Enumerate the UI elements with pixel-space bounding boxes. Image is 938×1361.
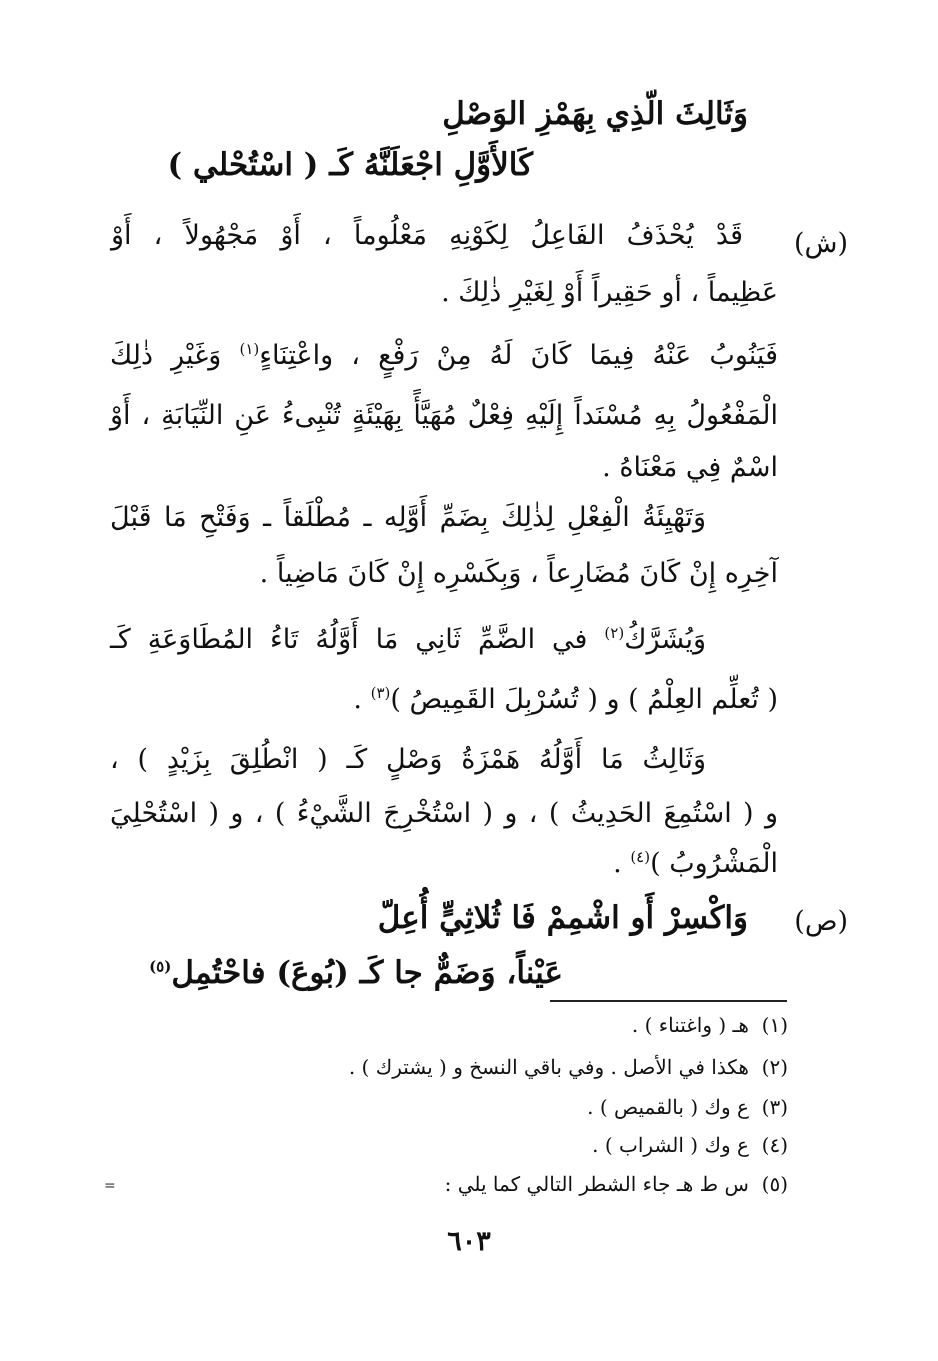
footnote-text: هـ ( واغتناء ) . xyxy=(631,1013,749,1037)
commentary-marker: (ش) xyxy=(793,228,848,259)
verse-marker: (ص) xyxy=(794,906,848,937)
footnote xyxy=(445,1172,788,1196)
footnote-number: (١) xyxy=(761,1013,788,1037)
footnote-ref-4: (٤) xyxy=(630,848,651,866)
p2-text-before-ref: فَيَنُوبُ عَنْهُ فِيمَا كَانَ لَهُ مِنْ رَفْعٍ ، واعْتِنَاءٍ xyxy=(259,340,778,371)
p4-line-2-text: ( تُعلِّم العِلْمُ ) و ( تُسُرْبِلَ القَمِيصُ ) xyxy=(390,684,778,715)
p4-line-1-rest: في الضَّمِّ ثَانِي مَا أَوَّلُهُ تَاءُ المُطَاوَعَةِ كَـ xyxy=(110,624,605,655)
footnote-ref-1: (١) xyxy=(239,340,260,358)
p2-text-after-ref: وَغَيْرِ ذٰلِكَ xyxy=(110,340,240,371)
footnote-ref-2: (٢) xyxy=(604,624,625,642)
footnote-number: (٥) xyxy=(761,1172,788,1196)
footnote-ref-5: (٥) xyxy=(149,957,172,976)
verse-2-line-2-text: عَيْناً، وَضَمٌّ جا كَـ (بُوعَ) فاحْتُمِل xyxy=(171,955,563,991)
footnote-text: ع وك ( بالقميص ) . xyxy=(587,1095,749,1119)
footnote xyxy=(632,1013,788,1037)
commentary-p5-line-1: وَثَالِثُ مَا أَوَّلُهُ هَمْزَةُ وَصْلٍ كَـ ( انْطُلِقَ بِزَيْدٍ ) ، xyxy=(110,744,706,775)
footnote-text: هكذا في الأصل . وفي باقي النسخ و ( يشترك ) . xyxy=(348,1055,749,1079)
page-number: ٦٠٣ xyxy=(447,1226,491,1257)
commentary-p4-line-1 xyxy=(110,626,706,653)
verse-1-line-2: كَالأَوَّلِ اجْعَلَنَّهُ كَـ ( اسْتُحْلي ) xyxy=(167,147,533,183)
p5-line-3-end: . xyxy=(613,848,631,879)
commentary-p2-line-1 xyxy=(110,342,778,369)
verse-2-line-2 xyxy=(149,955,563,991)
commentary-p2-line-3: اسْمٌ فِي مَعْنَاهُ . xyxy=(602,452,778,483)
continuation-mark: = xyxy=(104,1178,116,1194)
commentary-p2-line-2: الْمَفْعُولُ بِهِ مُسْنَداً إِلَيْهِ فِعْلٌ مُهَيَّأً بِهَيْئَةٍ تُنْبِىءُ عَنِ النِّيَابَةِ ، أَوْ xyxy=(110,400,778,431)
commentary-p5-line-2: و ( اسْتُمِعَ الحَدِيثُ ) ، و ( اسْتُخْرِجَ الشَّيْءُ ) ، و ( اسْتُحْلِيَ xyxy=(110,798,778,829)
footnote-number: (٤) xyxy=(761,1133,788,1157)
verse-1-line-1: وَثَالِثَ الّذِي بِهَمْزِ الوَصْلِ xyxy=(442,96,748,132)
p4-line-2-end: . xyxy=(353,684,371,715)
footnote-number: (٣) xyxy=(761,1095,788,1119)
p5-line-3-text: الْمَشْرُوبُ ) xyxy=(650,848,778,879)
commentary-p3-line-2: آخِرِه إِنْ كَانَ مُضَارِعاً ، وَبِكَسْرِه إِنْ كَانَ مَاضِياً . xyxy=(259,558,778,589)
commentary-p1-line-1: قَدْ يُحْذَفُ الفَاعِلُ لِكَوْنِهِ مَعْلُوماً ، أَوْ مَجْهُولاً ، أَوْ xyxy=(111,220,743,251)
commentary-p5-line-3 xyxy=(613,850,778,877)
footnote-ref-3: (٣) xyxy=(370,684,391,702)
commentary-p1-line-2: عَظِيماً ، أو حَقِيراً أَوْ لِغَيْرِ ذٰلِكَ . xyxy=(441,277,778,308)
footnote-text: ع وك ( الشراب ) . xyxy=(592,1133,749,1157)
footnote xyxy=(587,1095,788,1119)
footnote-number: (٢) xyxy=(761,1055,788,1079)
commentary-p3-line-1: وَتَهْيِئَةُ الْفِعْلِ لِذٰلِكَ بِضَمِّ أَوَّلِه ـ مُطْلَقاً ـ وَفَتْحِ مَا قَبْلَ xyxy=(110,502,706,533)
commentary-p4-line-2 xyxy=(353,686,778,713)
footnote-text: س ط هـ جاء الشطر التالي كما يلي : xyxy=(444,1172,749,1196)
footnote-separator xyxy=(550,1000,787,1002)
footnote xyxy=(592,1133,788,1157)
footnote xyxy=(349,1055,788,1079)
p4-first-word: وَيُشَرَّكُ xyxy=(624,624,706,655)
verse-2-line-1: وَاكْسِرْ أَو اشْمِمْ فَا ثُلاثِيٍّ أُعِلّ xyxy=(377,900,748,936)
